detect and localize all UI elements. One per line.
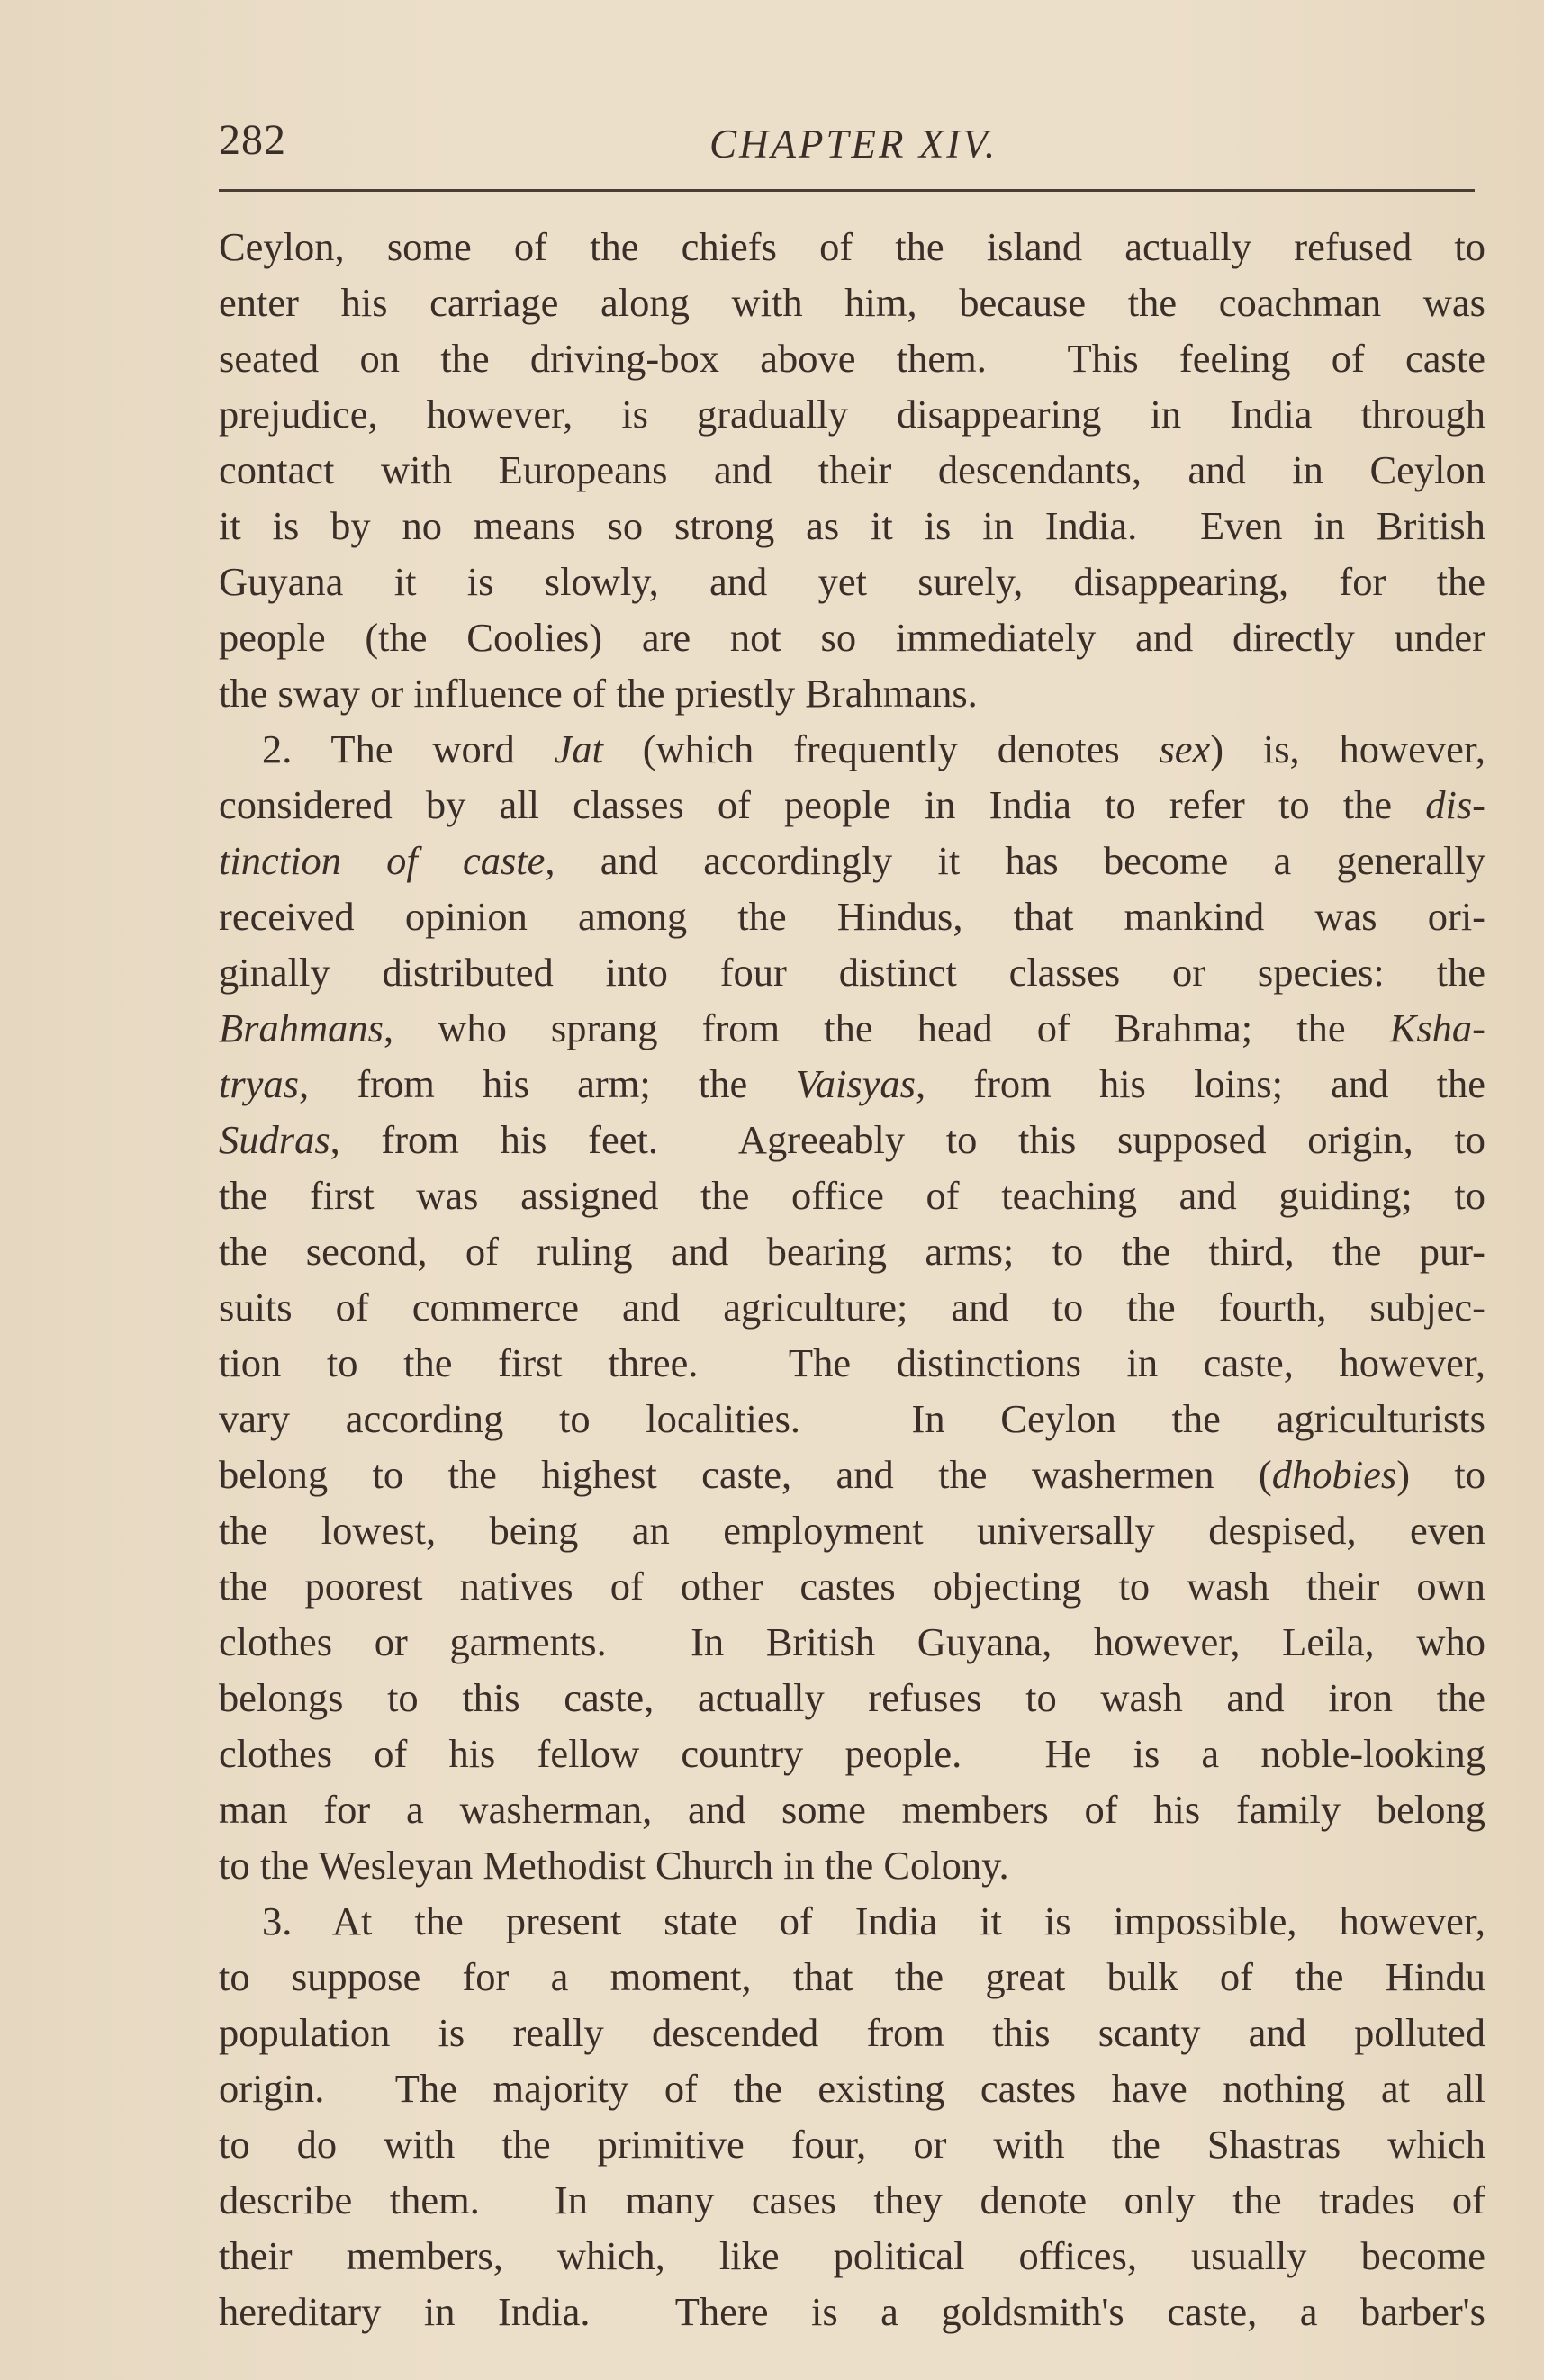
text-segment: , from his loins; and the xyxy=(915,1061,1485,1106)
text-line xyxy=(219,1949,1485,2005)
text-segment: enter his carriage along with him, because the coachman was xyxy=(219,280,1485,325)
text-line xyxy=(219,1223,1485,1279)
text-line xyxy=(219,1279,1485,1335)
text-line xyxy=(219,2005,1485,2060)
text-segment: man for a washerman, and some members of his family belong xyxy=(219,1787,1485,1832)
text-line xyxy=(219,386,1485,442)
italic-text: dhobies xyxy=(1271,1452,1397,1497)
text-segment: (which frequently denotes xyxy=(602,726,1160,771)
italic-text: tryas xyxy=(219,1061,299,1106)
text-line xyxy=(219,442,1485,498)
italic-text: sex xyxy=(1159,726,1211,771)
text-line xyxy=(219,777,1485,833)
text-line xyxy=(219,1893,1485,1949)
text-segment: , who sprang from the head of Brahma; the xyxy=(383,1005,1390,1050)
text-line xyxy=(219,1502,1485,1558)
text-line xyxy=(219,888,1485,944)
text-line xyxy=(219,721,1485,777)
text-line xyxy=(219,1391,1485,1447)
text-segment: clothes of his fellow country people. He is a noble-looking xyxy=(219,1731,1485,1776)
text-segment: to do with the primitive four, or with the Shastras which xyxy=(219,2122,1485,2167)
text-line xyxy=(219,1670,1485,1726)
text-line xyxy=(219,275,1485,330)
text-line xyxy=(219,330,1485,386)
text-segment: the first was assigned the office of teaching and guiding; to xyxy=(219,1173,1485,1218)
text-line xyxy=(219,833,1485,888)
text-line xyxy=(219,2060,1485,2116)
text-line xyxy=(219,2228,1485,2284)
text-segment: to the Wesleyan Methodist Church in the Colony. xyxy=(219,1843,1009,1888)
text-segment: their members, which, like political offices, usually become xyxy=(219,2233,1485,2278)
text-segment: 2. The word xyxy=(262,726,555,771)
text-line xyxy=(219,944,1485,1000)
text-segment: to suppose for a moment, that the great bulk of the Hindu xyxy=(219,1954,1485,1999)
text-line xyxy=(219,1614,1485,1670)
text-line xyxy=(219,1335,1485,1391)
text-segment: vary according to localities. In Ceylon the agriculturists xyxy=(219,1396,1485,1441)
text-segment: the lowest, being an employment universally despised, even xyxy=(219,1508,1485,1553)
text-segment: , from his feet. Agreeably to this supposed origin, to xyxy=(330,1117,1485,1162)
text-segment: considered by all classes of people in India to refer to the xyxy=(219,782,1426,827)
text-segment: Ceylon, some of the chiefs of the island actually refused to xyxy=(219,224,1485,269)
italic-text: Sudras xyxy=(219,1117,330,1162)
text-segment: tion to the first three. The distinctions in caste, however, xyxy=(219,1340,1485,1385)
text-segment: the poorest natives of other castes objecting to wash their own xyxy=(219,1564,1485,1609)
text-segment: the second, of ruling and bearing arms; to the third, the pur- xyxy=(219,1229,1485,1274)
text-line xyxy=(219,1056,1485,1112)
text-segment: ginally distributed into four distinct classes or species: the xyxy=(219,950,1485,995)
italic-text: Vaisyas xyxy=(795,1061,916,1106)
page-number: 282 xyxy=(219,116,286,164)
text-line xyxy=(219,2116,1485,2172)
text-segment: clothes or garments. In British Guyana, however, Leila, who xyxy=(219,1619,1485,1664)
text-segment: prejudice, however, is gradually disappearing in India through xyxy=(219,392,1485,437)
text-line xyxy=(219,498,1485,554)
text-segment: it is by no means so strong as it is in India. Even in British xyxy=(219,503,1485,548)
text-segment: ) is, however, xyxy=(1210,726,1486,771)
text-segment: belong to the highest caste, and the washermen ( xyxy=(219,1452,1272,1497)
text-line xyxy=(219,1726,1485,1781)
header-rule xyxy=(219,189,1475,192)
text-segment: ) to xyxy=(1396,1452,1485,1497)
italic-text: Brahmans xyxy=(219,1005,384,1050)
text-segment: , and accordingly it has become a generally xyxy=(545,838,1485,883)
text-segment: Guyana it is slowly, and yet surely, disappearing, for the xyxy=(219,559,1485,604)
text-line xyxy=(219,1447,1485,1502)
text-line xyxy=(219,2284,1485,2339)
text-line xyxy=(219,609,1485,665)
text-line xyxy=(219,1558,1485,1614)
running-head: CHAPTER XIV. xyxy=(709,122,998,167)
text-segment: describe them. In many cases they denote only the trades of xyxy=(219,2177,1485,2222)
text-segment: hereditary in India. There is a goldsmith's caste, a barber's xyxy=(219,2289,1485,2334)
text-segment: the sway or influence of the priestly Brahmans. xyxy=(219,671,978,716)
italic-text: tinction of caste xyxy=(219,838,546,883)
text-line xyxy=(219,219,1485,275)
text-segment: belongs to this caste, actually refuses to wash and iron the xyxy=(219,1675,1485,1720)
text-segment: 3. At the present state of India it is impossible, however, xyxy=(262,1898,1485,1943)
text-segment: contact with Europeans and their descendants, and in Ceylon xyxy=(219,447,1485,492)
body-text xyxy=(219,219,1485,2339)
text-segment: people (the Coolies) are not so immediately and directly under xyxy=(219,615,1485,660)
text-segment: population is really descended from this scanty and polluted xyxy=(219,2010,1485,2055)
text-line xyxy=(219,2172,1485,2228)
italic-text: Jat xyxy=(554,726,603,771)
text-segment: origin. The majority of the existing castes have nothing at all xyxy=(219,2066,1485,2111)
text-line xyxy=(219,554,1485,609)
text-line xyxy=(219,1837,1485,1893)
text-line xyxy=(219,1167,1485,1223)
text-line xyxy=(219,1781,1485,1837)
text-segment: seated on the driving-box above them. This feeling of caste xyxy=(219,336,1485,381)
text-segment: , from his arm; the xyxy=(299,1061,796,1106)
text-segment: suits of commerce and agriculture; and to the fourth, subjec- xyxy=(219,1285,1485,1330)
text-line xyxy=(219,665,1485,721)
page-header xyxy=(219,115,1479,169)
text-line xyxy=(219,1000,1485,1056)
italic-text: Ksha- xyxy=(1389,1005,1485,1050)
italic-text: dis- xyxy=(1425,782,1485,827)
text-line xyxy=(219,1112,1485,1167)
text-segment: received opinion among the Hindus, that mankind was ori- xyxy=(219,894,1485,939)
